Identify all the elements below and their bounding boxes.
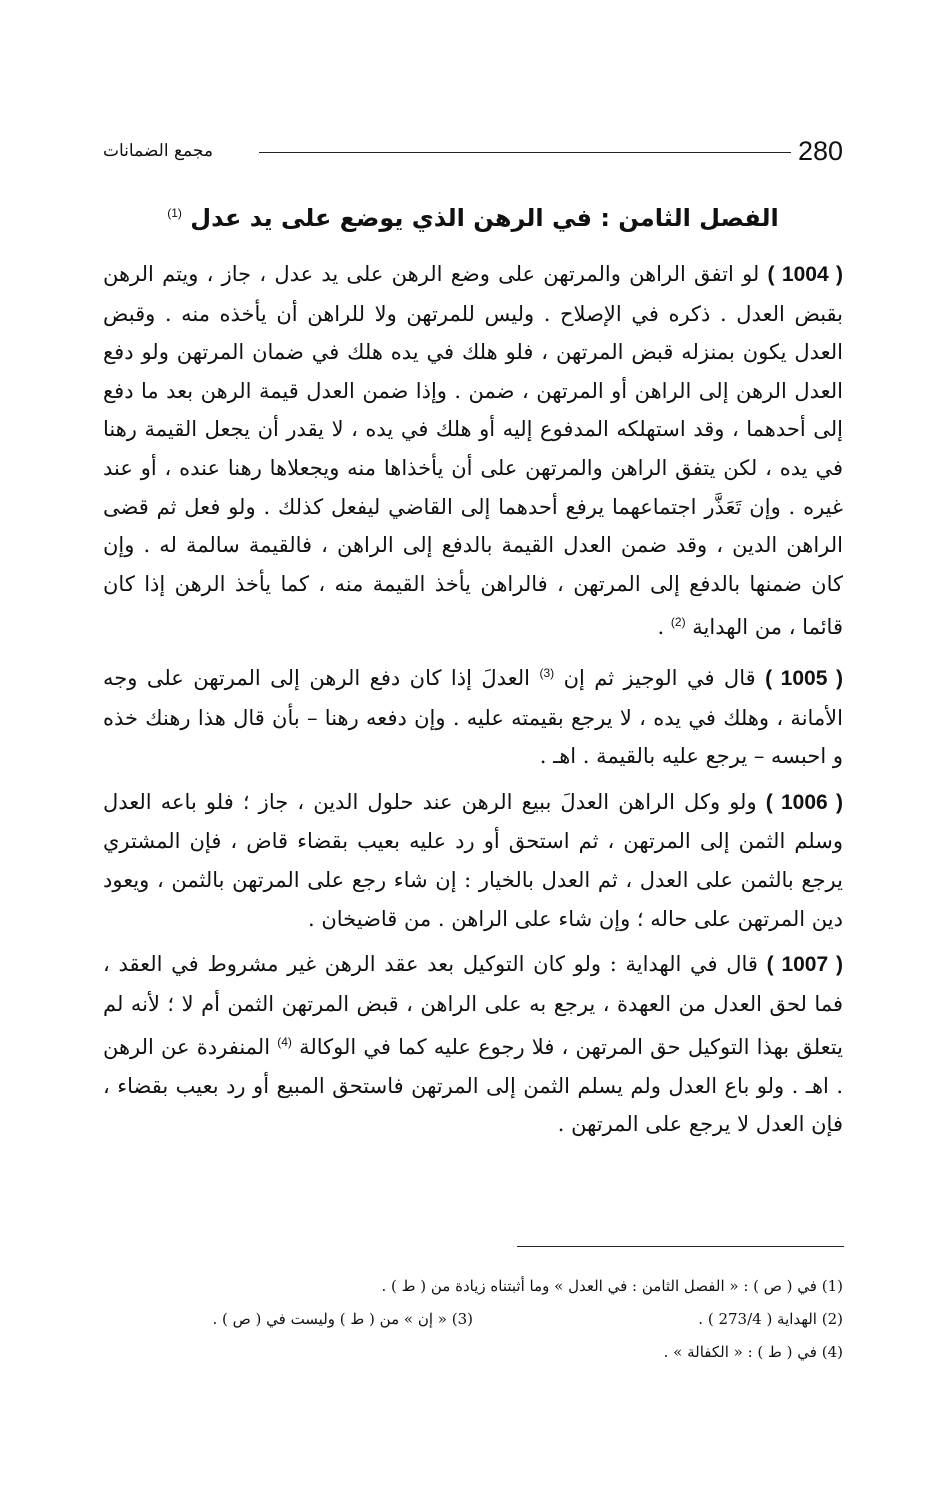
paragraph-number: ( 1005 ) [765, 666, 843, 690]
header-rule [259, 152, 791, 153]
footnote-row [103, 1336, 843, 1369]
footnotes [103, 1270, 843, 1369]
running-title: مجمع الضمانات [103, 141, 213, 161]
paragraph-number: ( 1004 ) [767, 263, 844, 286]
footnote-ref: (2) [670, 615, 686, 630]
paragraph-1005 [103, 654, 843, 776]
footnote-2: (2) الهداية ( 273/4 ) . [698, 1310, 843, 1328]
body-text [103, 255, 843, 1144]
footnote-4: (4) في ( ط ) : « الكفالة » . [663, 1343, 843, 1361]
paragraph-1004 [103, 255, 843, 647]
paragraph-text: ولو وكل الراهن العدلَ ببيع الرهن عند حلول الدين ، جاز ؛ فلو باعه العدل وسلم الثمن إلى المرتهن ، ثم استحق أو رد عليه بعيب بقضاء قاض ، فإن المشتري يرجع بالثمن على العدل ، ثم العدل بالخيار : إن شاء رجع على المرتهن بالثمن ، ويعود دين المرتهن على حاله ؛ وإن شاء على الراهن . من قاضيخان . [103, 789, 843, 931]
footnote-1: (1) في ( ص ) : « الفصل الثامن : في العدل » وما أثبتناه زيادة من ( ط ) . [381, 1277, 843, 1295]
chapter-title [103, 193, 843, 238]
chapter-title-text: الفصل الثامن : في الرهن الذي يوضع على يد عدل [190, 204, 779, 232]
paragraph-text-end: العدلَ إذا كان دفع الرهن إلى المرتهن على وجه الأمانة ، وهلك في يده ، لا يرجع بقيمته عليه . وإن دفعه رهنا – بأن قال هذا رهنك خذه و احبسه – يرجع عليه بالقيمة . اهـ . [103, 665, 843, 769]
paragraph-number: ( 1007 ) [766, 953, 843, 977]
paragraph-text: لو اتفق الراهن والمرتهن على وضع الرهن على يد عدل ، جاز ، ويتم الرهن بقبض العدل . ذكره في الإصلاح . وليس للمرتهن ولا للراهن أن يأخذه منه . وقبض العدل يكون بمنزله قبض المرتهن ، فلو هلك في يده هلك في ضمان المرتهن ولو دفع العدل الرهن إلى الراهن أو المرتهن ، ضمن . وإذا ضمن العدل قيمة الرهن بعد ما دفع إلى أحدهما ، وقد استهلكه المدفوع إليه أو هلك في يده ، لا يقدر أن يجعل القيمة رهنا في يده ، لكن يتفق الراهن والمرتهن على أن يأخذاها منه ويجعلاها رهنا عنده ، أو عند غيره . وإن تَعَذَّر اجتماعهما يرفع أحدهما إلى القاضي ليفعل كذلك . ولو فعل ثم قضى الراهن الدين ، وقد ضمن العدل القيمة بالدفع إلى الراهن ، فالقيمة سالمة له . وإن كان ضمنها بالدفع إلى المرتهن ، فالراهن يأخذ القيمة منه ، كما يأخذ الرهن إذا كان قائما ، من الهداية [103, 262, 843, 640]
footnote-row [103, 1303, 843, 1336]
paragraph-number: ( 1006 ) [765, 790, 843, 814]
footnote-ref: (3) [539, 665, 555, 680]
page-number: 280 [797, 136, 843, 166]
paragraph-text: قال في الهداية : ولو كان التوكيل بعد عقد الرهن غير مشروط في العقد ، فما لحق العدل من العهدة ، يرجع به على الراهن ، قبض المرتهن الثمن أم لا ؛ لأنه لم يتعلق بهذا التوكيل حق المرتهن ، فلا رجوع عليه كما في الوكالة [103, 952, 843, 1060]
paragraph-1007 [103, 945, 843, 1144]
footnote-row [103, 1270, 843, 1303]
footnote-ref: (4) [277, 1035, 292, 1050]
footnote-separator [517, 1246, 844, 1247]
paragraph-text-end: . [657, 615, 671, 640]
page-header [103, 135, 843, 175]
footnote-ref: (1) [167, 206, 182, 220]
paragraph-text-end: المنفردة عن الرهن . اهـ . ولو باع العدل ولم يسلم الثمن إلى المرتهن فاستحق المبيع أو رد بعيب بقضاء ، فإن العدل لا يرجع على المرتهن . [103, 1035, 843, 1137]
footnote-3: (3) « إن » من ( ط ) وليست في ( ص ) . [212, 1310, 473, 1328]
paragraph-1006 [103, 783, 843, 938]
paragraph-text: قال في الوجيز ثم إن [563, 665, 756, 690]
